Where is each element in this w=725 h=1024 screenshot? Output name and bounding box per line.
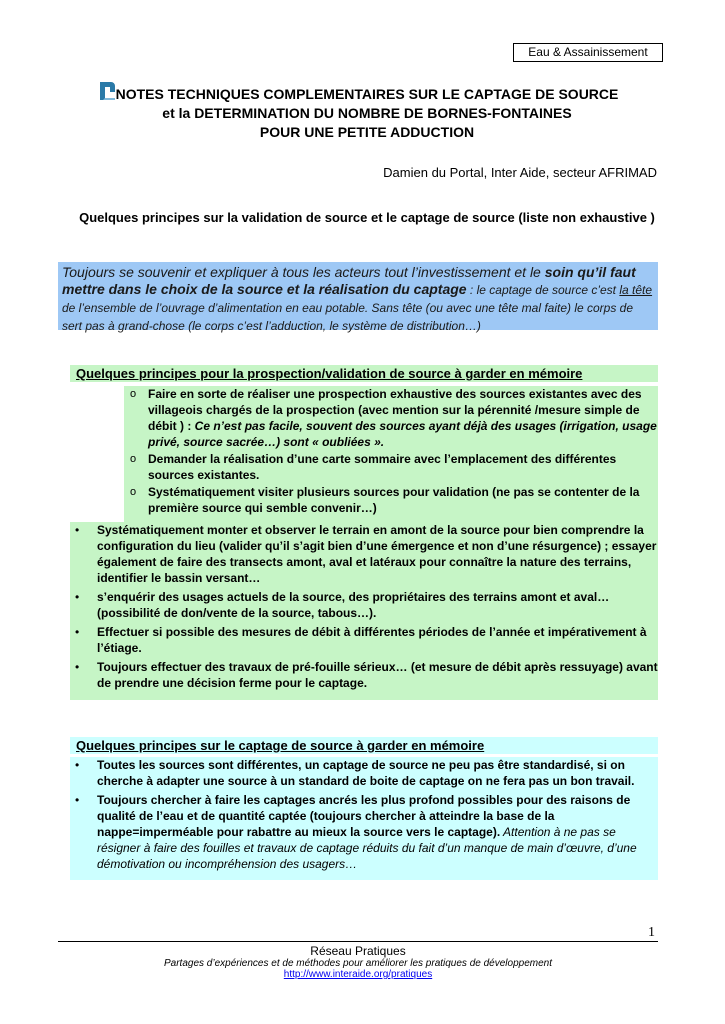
category-tag: Eau & Assainissement: [513, 43, 663, 62]
footer-link[interactable]: http://www.interaide.org/pratiques: [283, 969, 433, 980]
footer-divider: [58, 941, 658, 942]
list-item: • Effectuer si possible des mesures de débit à différentes périodes de l’année et impérativement à l’étiage.: [75, 625, 647, 655]
section1-sub-list: [124, 386, 658, 522]
document-title: [60, 85, 674, 142]
title-line-3: POUR UNE PETITE ADDUCTION: [259, 124, 475, 140]
title-line-1: NOTES TECHNIQUES COMPLEMENTAIRES SUR LE CAPTAGE DE SOURCE: [115, 86, 619, 102]
sub-list-item: o Faire en sorte de réaliser une prospection exhaustive des sources existantes avec des villageois chargés de la prospection (avec mention sur la pérennité /mesure simple de débit ) : Ce n’est pas facile, souvent des sources ayant déjà des usages (irrigation, usage privé, source sacrée…) sont « oubliées ».: [130, 387, 657, 449]
circle-bullet-icon: o: [130, 388, 137, 400]
section-subtitle: Quelques principes sur la validation de source et le captage de source (liste non exhaustive ): [79, 210, 655, 225]
author-line: Damien du Portal, Inter Aide, secteur AFRIMAD: [383, 165, 657, 180]
bullet-icon: •: [75, 625, 80, 639]
section1-heading-text: Quelques principes pour la prospection/validation de source à garder en mémoire: [76, 366, 583, 381]
bullet-icon: •: [75, 793, 80, 807]
intro-bold: soin qu’il faut mettre dans le choix de la source et la réalisation du captage: [62, 264, 636, 297]
page-number: 1: [648, 925, 655, 940]
intro-text-2: : le captage de source c’est: [466, 283, 620, 297]
circle-bullet-icon: o: [130, 486, 137, 498]
section2-heading: [70, 737, 658, 754]
intro-underline: la tête: [619, 283, 653, 297]
footer-title: Réseau Pratiques: [310, 944, 406, 958]
section2-list: [70, 757, 658, 880]
title-line-2: et la DETERMINATION DU NOMBRE DE BORNES-FONTAINES: [162, 105, 572, 121]
list-item: • Systématiquement monter et observer le terrain en amont de la source pour bien comprendre la configuration du lieu (valider qu’il s’agit bien d’une émergence et non d’une résurgence) ; essayer également de faire des transects amont, aval et latéraux pour connaître la nature des terrains, identifier le bassin versant…: [75, 523, 657, 585]
section1-heading: [70, 365, 658, 382]
bullet-icon: •: [75, 590, 80, 604]
list-item: • Toujours effectuer des travaux de pré-fouille sérieux… (et mesure de débit après ressuyage) avant de prendre une décision ferme pour le captage.: [75, 660, 658, 690]
footer-tagline: Partages d’expériences et de méthodes pour améliorer les pratiques de développement: [163, 958, 552, 969]
intro-text-3: de l’ensemble de l’ouvrage d’alimentation en eau potable. Sans tête (ou avec une tête mal faite) le corps de sert pas à grand-chose (le corps c’est l’adduction, le système de distribution…): [62, 301, 634, 333]
section1-main-list: [70, 522, 658, 700]
bullet-icon: •: [75, 523, 80, 537]
footer: [58, 944, 658, 980]
intro-box: [58, 262, 658, 333]
section2-heading-text: Quelques principes sur le captage de source à garder en mémoire: [76, 738, 485, 753]
list-item: • Toujours chercher à faire les captages ancrés les plus profond possibles pour des raisons de qualité de l’eau et de quantité captée (toujours chercher à atteindre la base de la nappe=imperméable pour rabattre au mieux la source vers le captage). Attention à ne pas se résigner à faire des fouilles et travaux de captage réduits du fait d’un manque de main d’œuvre, d’une démotivation ou incompréhension des usagers…: [75, 793, 637, 871]
sub-list-item: o Demander la réalisation d’une carte sommaire avec l’emplacement des différentes sources existantes.: [130, 452, 617, 482]
bullet-icon: •: [75, 758, 80, 772]
sub-list-item: o Systématiquement visiter plusieurs sources pour validation (ne pas se contenter de la première source qui semble convenir…): [130, 485, 640, 515]
bullet-icon: •: [75, 660, 80, 674]
list-item: • Toutes les sources sont différentes, un captage de source ne peu pas être standardisé, si on cherche à adapter une source à un standard de boite de captage on ne fera pas un bon travail.: [75, 758, 635, 788]
list-item: • s’enquérir des usages actuels de la source, des propriétaires des terrains amont et aval… (possibilité de don/vente de la source, tabous…).: [75, 590, 610, 620]
intro-text: Toujours se souvenir et expliquer à tous les acteurs tout l’investissement et le: [62, 264, 545, 280]
circle-bullet-icon: o: [130, 453, 137, 465]
